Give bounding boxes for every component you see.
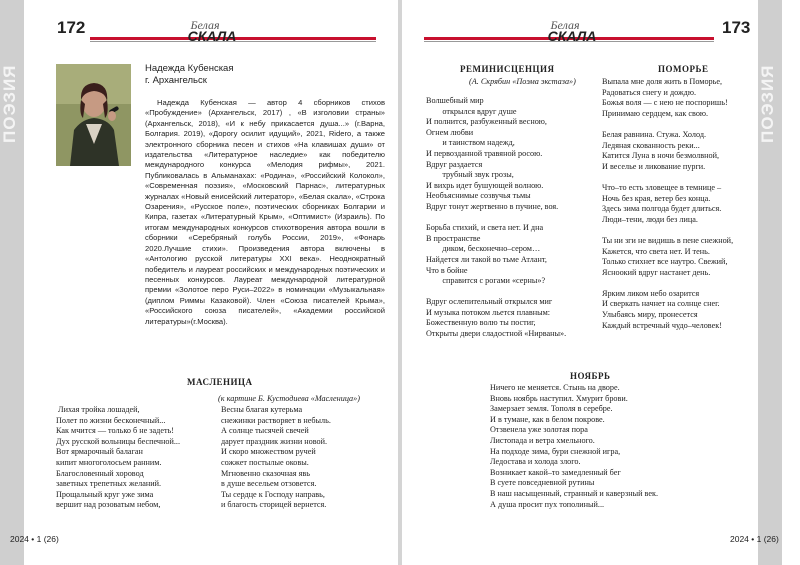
poem-line: Найдется ли такой во тьме Атлант, [426, 254, 547, 264]
poem-line: и благость сторицей вернется. [221, 500, 327, 510]
poem-column-right [221, 405, 331, 511]
poem-line: Ночь без края, ветер без конца. [602, 193, 711, 203]
author-name: Надежда Кубенская [145, 63, 234, 74]
magazine-logo [542, 19, 602, 43]
magazine-logo [182, 19, 242, 43]
poem-line [602, 119, 733, 130]
poem-epigraph-reminiscence: (А. Скрябин «Поэма экстаза») [469, 77, 576, 86]
poem-line: Лихая тройка лошадей, [56, 405, 140, 414]
poem-line: Улыбаясь миру, пронесется [602, 310, 698, 320]
poem-line: Дух русской вольницы беспечной... [56, 436, 181, 446]
poem-line: Замерзает земля. Тополя в серебре. [490, 404, 613, 414]
poem-line: Здесь зима полгода будет длиться. [602, 204, 722, 214]
poem-line: Полет по жизни бесконечный... [56, 415, 166, 425]
poem-november-lines [490, 383, 658, 510]
poem-line: Ясноокий вдруг настанет день. [602, 267, 711, 277]
poem-line: Вдруг раздается [426, 159, 483, 169]
left-page [0, 0, 398, 565]
poem-title-reminiscence: РЕМИНИСЦЕНЦИЯ [460, 64, 555, 74]
poem-line: Благословенный хоровод [56, 468, 144, 478]
poem-line: И первозданной травяной росою. [426, 148, 543, 158]
section-label: ПОЭЗИЯ [758, 64, 777, 144]
poem-line: Как мчится — только б не задеть! [56, 426, 175, 436]
poem-line: заветных трепетных желаний. [56, 479, 162, 489]
poem-line: Белая равнина. Стужа. Холод. [602, 129, 707, 139]
poem-line: Принимаю сердцем, как свою. [602, 108, 709, 118]
poem-line: Люди–тени, люди без лица. [602, 214, 698, 224]
poem-line: вершит над розоватым небом, [56, 500, 161, 510]
poem-line: Что–то есть зловещее в темнице – [602, 182, 722, 192]
poem-line: В наш насыщенный, странный и каверзный век. [490, 488, 659, 498]
poem-line [602, 225, 733, 236]
page-number: 172 [57, 18, 86, 37]
poem-line: сожжет постылые оковы. [221, 457, 309, 467]
poem-column-left [56, 405, 180, 511]
poem-line: диком, бесконечно–сером… [426, 244, 541, 254]
poem-line: И вихрь идет бушующей волною. [426, 180, 544, 190]
poem-line: И скоро множеством ручей [221, 447, 316, 457]
poem-line: Божественную волю ты постиг, [426, 318, 536, 328]
side-section-bar [0, 0, 24, 565]
poem-line: Необъяснимые созвучья тьмы [426, 191, 531, 201]
poem-line: дарует праздник жизни новой. [221, 436, 328, 446]
poem-line: Катится Луна в ночи безмолвной, [602, 151, 720, 161]
poem-line: А солнце тысячей свечей [221, 426, 309, 436]
logo-line1: Белая [550, 18, 580, 32]
author-portrait-image [56, 64, 131, 166]
poem-line: Мгновенно сказочная явь [221, 468, 310, 478]
poem-line: снежинки растворяет в небыль. [221, 415, 331, 425]
poem-line: Огнем любви [426, 127, 474, 137]
poem-line [602, 278, 733, 289]
poem-line: в душе весельем отзовется. [221, 479, 317, 489]
poem-line: А душа просит пух тополиный... [490, 499, 605, 509]
right-page [402, 0, 800, 565]
poem-line: И музыка потоком льется плавным: [426, 307, 551, 317]
poem-line: Борьба стихий, и света нет. И дна [426, 223, 544, 233]
logo-line2: СКАЛА [547, 28, 597, 44]
poem-line: Кажется, что света нет. И тень. [602, 246, 710, 256]
poem-line: Возникает какой–то замедленный бег [490, 467, 621, 477]
poem-line [426, 213, 566, 224]
issue-footer: 2024 • 1 (26) [730, 534, 779, 544]
poem-line: Ярким ликом небо озарится [602, 288, 700, 298]
poem-line: В суете повседневной рутины [490, 478, 595, 488]
poem-line: трубный звук грозы, [426, 170, 514, 180]
poem-line: справится с рогами «серны»? [426, 276, 546, 286]
page-number: 173 [722, 18, 751, 37]
author-photo [56, 64, 131, 166]
poem-line: Только стихнет все наутро. Свежий, [602, 257, 728, 267]
poem-pomorye-lines [602, 77, 733, 331]
poem-line: открылся вдруг душе [426, 106, 517, 116]
poem-line: Отзвенела уже золотая пора [490, 425, 588, 435]
author-city: г. Архангельск [145, 75, 207, 86]
poem-title-november: НОЯБРЬ [570, 371, 611, 381]
poem-reminiscence-lines [426, 96, 566, 340]
poem-line: Радоваться снегу и дождю. [602, 87, 697, 97]
poem-line: Ты ни зги не видишь в пене снежной, [602, 235, 734, 245]
poem-line: Волшебный мир [426, 96, 484, 105]
poem-line: Листопада и ветра хмельного. [490, 435, 595, 445]
poem-line: И сверкать начнет на солнце снег. [602, 299, 720, 309]
poem-line: И веселье и ликование пурги. [602, 161, 706, 171]
poem-line: В пространстве [426, 233, 481, 243]
poem-line: Вдруг ослепительный открылся миг [426, 297, 553, 307]
poem-line: Ничего не меняется. Стынь на дворе. [490, 383, 620, 392]
poem-line: Каждый встречный чудо–человек! [602, 320, 722, 330]
poem-line: кипит многоголосьем ранним. [56, 457, 162, 467]
poem-line [602, 172, 733, 183]
poem-line: Весны благая кутерьма [221, 405, 303, 414]
poem-line [426, 287, 566, 298]
poem-line: Ледяная скованность реки... [602, 140, 700, 150]
poem-line: Божья воля — с нею не поспоришь! [602, 98, 728, 108]
logo-line1: Белая [190, 18, 220, 32]
poem-title-maslenitsa: МАСЛЕНИЦА [187, 377, 253, 387]
poem-line: И полнится, разбуженный весною, [426, 117, 547, 127]
section-label: ПОЭЗИЯ [0, 64, 19, 144]
poem-line: Вот ярмарочный балаган [56, 447, 143, 457]
poem-line: и таинством надежд, [426, 138, 515, 148]
logo-line2: СКАЛА [187, 28, 237, 44]
poem-line: Ледостава и холода злого. [490, 457, 581, 467]
poem-line: Ты сердце к Господу направь, [221, 489, 325, 499]
poem-line: Вновь ноябрь наступил. Хмурит брови. [490, 393, 628, 403]
poem-line: Выпала мне доля жить в Поморье, [602, 77, 723, 86]
poem-line: Что в бойне [426, 265, 468, 275]
poem-line: Прощальный круг уже зима [56, 489, 154, 499]
issue-footer: 2024 • 1 (26) [10, 534, 59, 544]
side-section-bar [758, 0, 782, 565]
poem-line: Открыты двери сладостной «Нирваны». [426, 329, 567, 339]
poem-epigraph-maslenitsa: (к картине Б. Кустодиева «Масленица») [218, 394, 360, 403]
poem-line: Вдруг тонут жертвенно в пучине, воя. [426, 201, 559, 211]
poem-line: И в тумане, как в белом покрове. [490, 414, 605, 424]
author-bio: Надежда Кубенская — автор 4 сборников стихов «Пробуждение» (Архангельск, 2017) , «В изголовии страны» (Архангельск, 2018), «И к небу прикасается душа...» (г.Варна, Болгария. 2019), «Дорогу осилит идущий», 2021, Ridero, а также электронного сборника песен и стихов «На клавишах души» от издательства «Литературное наследие» как победителю международного конкурса «Мелодия рифмы», 2021. Публиковалась в Альманахах: «Родина», «Российский Колокол», «Современная поэзия», «Московский Парнас», литературных журналах «Новый енисейский литератор», «Белая скала», «Строка Озарения», «Русское поле», поэтических сборниках Болгарии и Кипра, газетах «Литературный Крым», «Оптимист» (Израиль). По итогам международных конкурсов стихотворения автора вошли в сборники «Серебряный голубь России, 2019», «Фонарь 2020.Лучшие стихи». Произведения автора включены в «Антологию русской литературы XXI века». Неоднократный победитель и лауреат российских и международных поэтических и песенных конкурсов. Лауреат международной литературной премии «Золотое перо Руси–2022» в номинации «Музыкальная» (диплом Риммы Казаковой). Член «Союза писателей Крыма», «Российского союза писателей», «Академии российской литературы»(г.Москва). [145, 98, 385, 326]
poem-title-pomorye: ПОМОРЬЕ [658, 64, 709, 74]
poem-line: На подходе зима, бури снежной игра, [490, 446, 621, 456]
